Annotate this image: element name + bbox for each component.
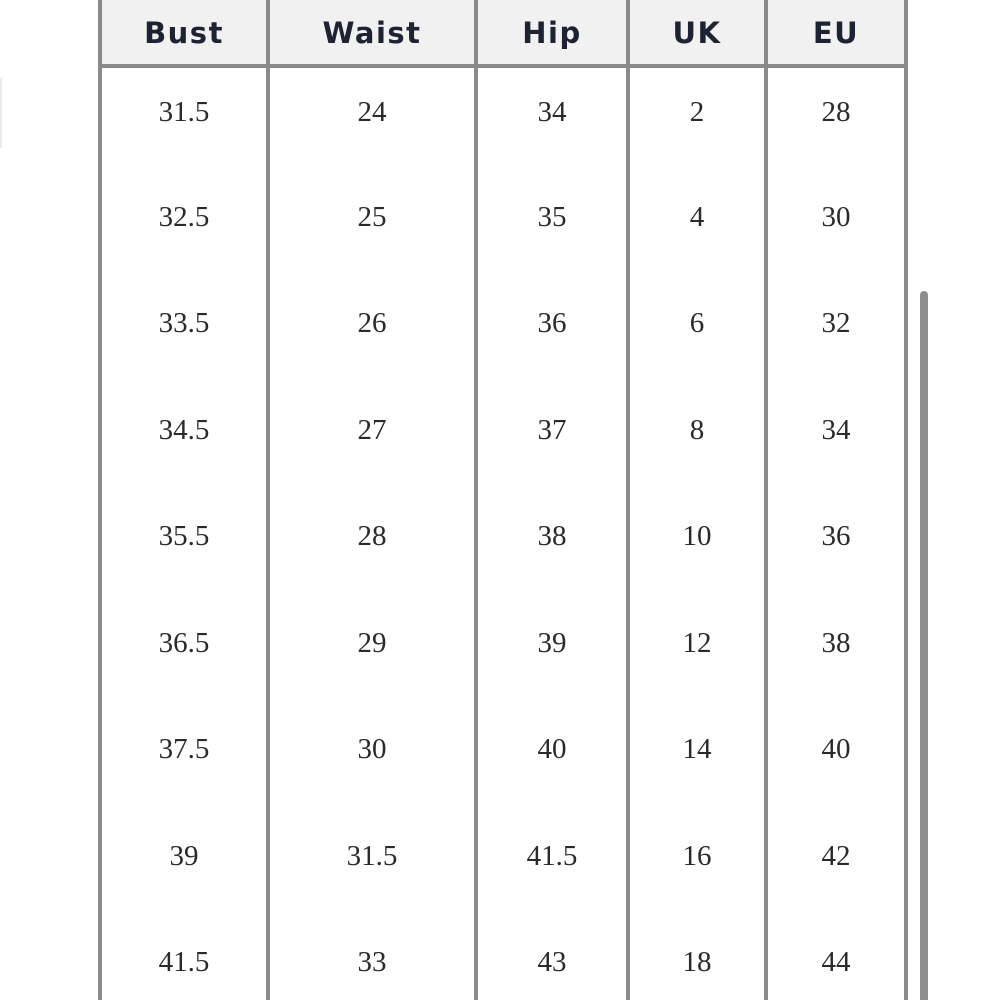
- cell-hip: 43: [476, 918, 628, 1000]
- header-uk: UK: [628, 0, 766, 66]
- cell-hip: 34: [476, 66, 628, 173]
- cell-eu: 42: [766, 812, 906, 919]
- cell-waist: 33: [268, 918, 476, 1000]
- cell-hip: 40: [476, 705, 628, 812]
- cell-eu: 44: [766, 918, 906, 1000]
- header-bust: Bust: [100, 0, 268, 66]
- table-row: [100, 918, 906, 1000]
- table-row: [100, 173, 906, 280]
- cell-hip: 36: [476, 279, 628, 386]
- cell-bust: 37.5: [100, 705, 268, 812]
- cell-hip: 38: [476, 492, 628, 599]
- vertical-scrollbar[interactable]: [920, 291, 928, 1000]
- left-edge-shadow: [0, 78, 3, 148]
- cell-waist: 29: [268, 599, 476, 706]
- cell-hip: 41.5: [476, 812, 628, 919]
- cell-bust: 36.5: [100, 599, 268, 706]
- cell-hip: 35: [476, 173, 628, 280]
- table-row: [100, 492, 906, 599]
- table-row: [100, 279, 906, 386]
- cell-eu: 38: [766, 599, 906, 706]
- table-row: [100, 66, 906, 173]
- table-row: [100, 812, 906, 919]
- cell-eu: 40: [766, 705, 906, 812]
- cell-uk: 14: [628, 705, 766, 812]
- cell-bust: 39: [100, 812, 268, 919]
- cell-waist: 28: [268, 492, 476, 599]
- header-eu: EU: [766, 0, 906, 66]
- cell-eu: 28: [766, 66, 906, 173]
- cell-uk: 8: [628, 386, 766, 493]
- cell-eu: 30: [766, 173, 906, 280]
- cell-uk: 2: [628, 66, 766, 173]
- cell-bust: 32.5: [100, 173, 268, 280]
- cell-eu: 32: [766, 279, 906, 386]
- header-row: [100, 0, 906, 66]
- cell-bust: 33.5: [100, 279, 268, 386]
- table-row: [100, 705, 906, 812]
- cell-waist: 27: [268, 386, 476, 493]
- cell-waist: 24: [268, 66, 476, 173]
- cell-waist: 26: [268, 279, 476, 386]
- cell-uk: 10: [628, 492, 766, 599]
- cell-waist: 30: [268, 705, 476, 812]
- cell-uk: 18: [628, 918, 766, 1000]
- cell-hip: 39: [476, 599, 628, 706]
- header-waist: Waist: [268, 0, 476, 66]
- cell-waist: 31.5: [268, 812, 476, 919]
- cell-bust: 41.5: [100, 918, 268, 1000]
- cell-uk: 16: [628, 812, 766, 919]
- cell-waist: 25: [268, 173, 476, 280]
- cell-eu: 34: [766, 386, 906, 493]
- header-hip: Hip: [476, 0, 628, 66]
- cell-bust: 31.5: [100, 66, 268, 173]
- cell-uk: 6: [628, 279, 766, 386]
- cell-uk: 4: [628, 173, 766, 280]
- table-row: [100, 599, 906, 706]
- cell-eu: 36: [766, 492, 906, 599]
- cell-bust: 34.5: [100, 386, 268, 493]
- cell-uk: 12: [628, 599, 766, 706]
- cell-hip: 37: [476, 386, 628, 493]
- table-row: [100, 386, 906, 493]
- size-chart-table: [98, 0, 908, 1000]
- cell-bust: 35.5: [100, 492, 268, 599]
